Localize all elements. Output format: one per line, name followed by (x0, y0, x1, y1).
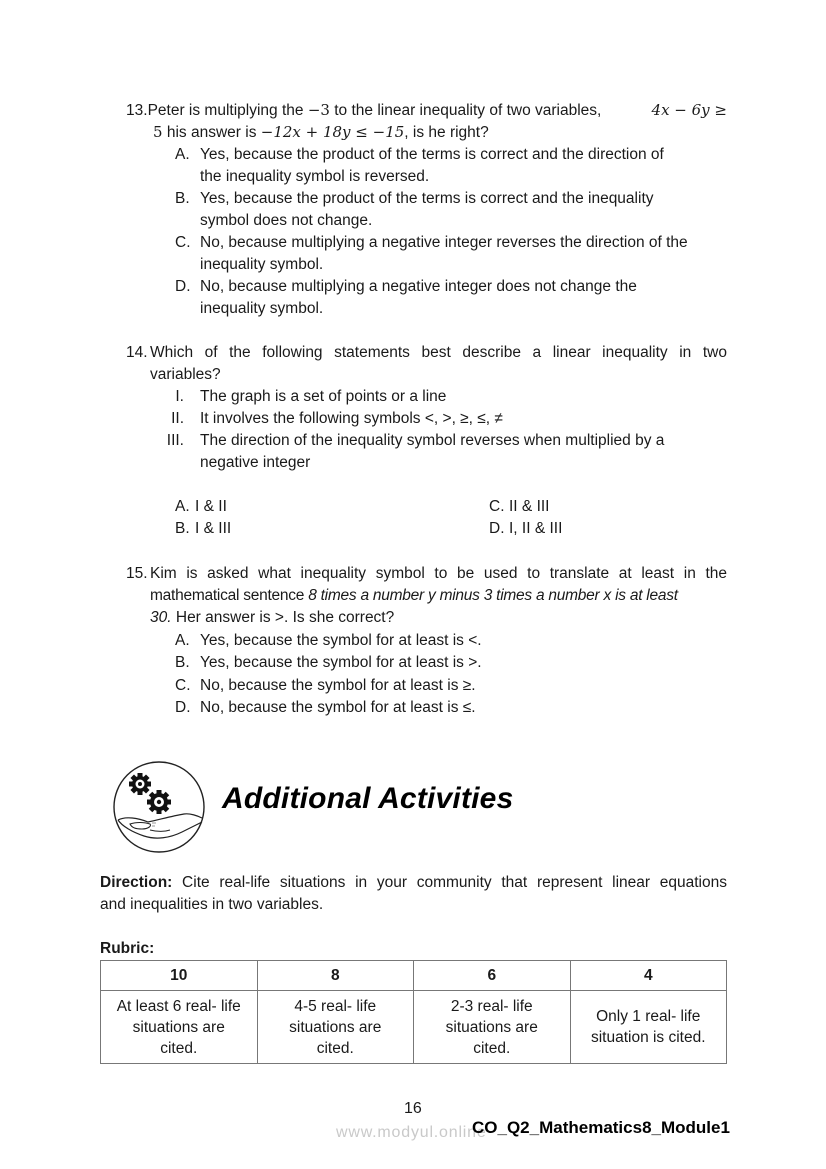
rubric-cell-10 (101, 991, 258, 1064)
rubric-header-4: 4 (570, 961, 727, 991)
rubric-header-row (101, 961, 727, 991)
stem-text: , is he right? (404, 124, 489, 141)
choice-text: No, because the symbol for at least is ≥. (200, 677, 476, 694)
choice-letter: A. (175, 632, 190, 649)
stem-text: his answer is (162, 124, 261, 141)
choice-letter: A. (175, 146, 190, 163)
question-14-stem-line-1: Which of the following statements best describe a linear inequality in two (150, 344, 727, 361)
cell-line: cited. (316, 1039, 354, 1057)
statement-text: It involves the following symbols <, >, ≥, ≤, ≠ (200, 410, 503, 427)
statement-text: The direction of the inequality symbol reverses when multiplied by a (200, 432, 665, 449)
rubric-header-8: 8 (257, 961, 414, 991)
choice-text: II & III (509, 498, 550, 515)
choice-text: Yes, because the product of the terms is correct and the inequality (200, 190, 654, 207)
math-expression: −12x + 18y ≤ −15 (260, 123, 405, 141)
section-title: Additional Activities (222, 782, 514, 815)
direction-line-1 (100, 872, 727, 894)
choice-text: Yes, because the symbol for at least is >. (200, 654, 482, 671)
rubric-cell-8 (257, 991, 414, 1064)
rubric-header-6: 6 (414, 961, 571, 991)
choice-text: symbol does not change. (200, 212, 373, 229)
rubric-criteria-row (101, 991, 727, 1064)
stem-text: to the linear inequality of two variables, (329, 102, 602, 119)
stem-text: Peter is multiplying the (147, 102, 308, 119)
choice-letter: D. (489, 520, 505, 537)
stem-text: Her answer is >. Is she correct? (171, 609, 395, 626)
cell-line: At least 6 real- life (116, 997, 241, 1015)
cell-line: situations are (132, 1018, 225, 1036)
question-15-stem-line-2 (150, 585, 728, 607)
choice-letter: C. (175, 677, 191, 694)
choice-text: No, because multiplying a negative integer reverses the direction of the (200, 234, 688, 251)
module-code: CO_Q2_Mathematics8_Module1 (472, 1118, 730, 1137)
choice-text: I & II (195, 498, 227, 515)
stem-italic-sentence: 30. (150, 609, 172, 626)
math-expression: 5 (153, 123, 163, 141)
choice-letter: C. (489, 498, 505, 515)
choice-letter: C. (175, 234, 191, 251)
gears-on-hand-icon (112, 760, 206, 854)
rubric-label: Rubric: (100, 940, 155, 957)
rubric-cell-4 (570, 991, 727, 1064)
cell-line: situation is cited. (590, 1029, 706, 1046)
cell-line: cited. (160, 1039, 198, 1057)
page-number: 16 (404, 1100, 422, 1117)
question-14-stem-line-2: variables? (150, 366, 221, 383)
question-number: 14. (126, 344, 148, 361)
choice-letter: D. (175, 278, 191, 295)
rubric-cell-6 (414, 991, 571, 1064)
math-expression: 4x − 6y ≥ (651, 101, 727, 119)
rubric-header-10: 10 (101, 961, 258, 991)
math-expression: −3 (307, 101, 330, 119)
statement-text: negative integer (200, 454, 311, 471)
question-15-stem-line-3 (150, 607, 394, 629)
watermark: www.modyul.online (336, 1124, 487, 1141)
roman-numeral: III. (166, 432, 184, 449)
cell-line: Only 1 real- life (596, 1008, 701, 1025)
stem-italic-sentence: 8 times a number y minus 3 times a number x is at least (308, 587, 678, 604)
statement-text: The graph is a set of points or a line (200, 388, 447, 405)
choice-text: inequality symbol. (200, 300, 324, 317)
cell-line: situations are (289, 1018, 382, 1036)
rubric-table (100, 960, 727, 1064)
choice-text: inequality symbol. (200, 256, 324, 273)
choice-letter: D. (175, 699, 191, 716)
stem-text: mathematical sentence (150, 587, 309, 604)
cell-line: situations are (445, 1018, 538, 1036)
choice-text: Yes, because the symbol for at least is <. (200, 632, 482, 649)
direction-line-2: and inequalities in two variables. (100, 896, 324, 913)
choice-text: No, because the symbol for at least is ≤. (200, 699, 476, 716)
direction-text: Cite real-life situations in your community that represent linear equations (172, 874, 727, 891)
choice-letter: B. (175, 190, 190, 207)
cell-line: cited. (473, 1039, 511, 1057)
choice-text: Yes, because the product of the terms is correct and the direction of (200, 146, 664, 163)
choice-text: I & III (195, 520, 232, 537)
roman-numeral: I. (175, 388, 184, 405)
choice-letter: A. (175, 498, 190, 515)
question-number: 15. (126, 565, 148, 582)
roman-numeral: II. (171, 410, 184, 427)
choice-letter: B. (175, 520, 190, 537)
question-number: 13. (126, 102, 148, 119)
choice-letter: B. (175, 654, 190, 671)
choice-text: No, because multiplying a negative integer does not change the (200, 278, 637, 295)
choice-text: I, II & III (509, 520, 563, 537)
question-15-stem-line-1: Kim is asked what inequality symbol to be used to translate at least in the (150, 565, 727, 582)
question-13-stem-line-2 (153, 121, 489, 144)
direction-label: Direction: (100, 874, 173, 891)
choice-text: the inequality symbol is reversed. (200, 168, 430, 185)
cell-line: 4-5 real- life (294, 997, 377, 1015)
cell-line: 2-3 real- life (450, 997, 533, 1015)
question-13-stem-line-1 (126, 99, 727, 122)
